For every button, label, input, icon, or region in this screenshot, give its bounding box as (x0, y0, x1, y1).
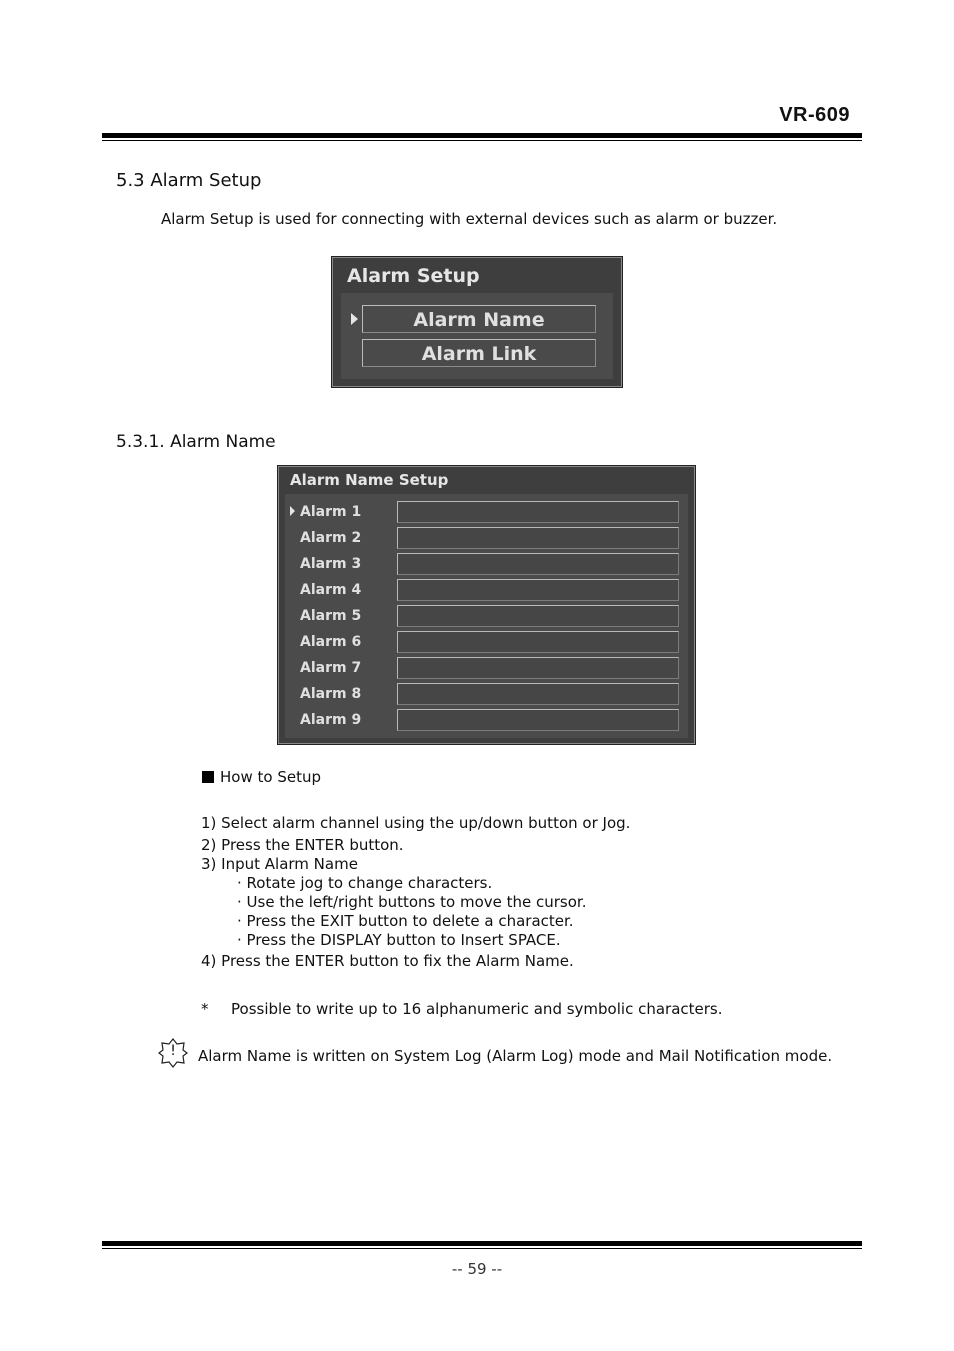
note-text: Possible to write up to 16 alphanumeric and symbolic characters. (231, 1000, 723, 1018)
alarm-label: Alarm 7 (300, 660, 362, 676)
alarm-label: Alarm 4 (300, 582, 362, 598)
alarm-row-7[interactable] (285, 657, 688, 679)
alarm-name-input-8[interactable] (397, 683, 679, 705)
alarm-label: Alarm 2 (300, 530, 362, 546)
alarm-setup-title: Alarm Setup (347, 265, 480, 287)
sub-step-text: · Use the left/right buttons to move the cursor. (237, 893, 587, 911)
caution-symbol: ! (170, 1043, 176, 1059)
square-bullet-icon (202, 771, 214, 783)
alarm-name-input-9[interactable] (397, 709, 679, 731)
caution-text: Alarm Name is written on System Log (Alarm Log) mode and Mail Notification mode. (198, 1047, 833, 1065)
sub-step-text: · Press the DISPLAY button to Insert SPACE. (237, 931, 561, 949)
section-title: 5.3 Alarm Setup (116, 170, 262, 191)
alarm-label: Alarm 3 (300, 556, 362, 572)
footer-rule (102, 1241, 862, 1246)
alarm-row-3[interactable] (285, 553, 688, 575)
sub-step-text: · Press the EXIT button to delete a character. (237, 912, 574, 930)
alarm-name-input-6[interactable] (397, 631, 679, 653)
step-text: 1) Select alarm channel using the up/down button or Jog. (201, 814, 631, 832)
alarm-name-button[interactable]: Alarm Name (362, 305, 596, 333)
step-text: 3) Input Alarm Name (201, 855, 358, 873)
alarm-name-input-7[interactable] (397, 657, 679, 679)
sub-steps (201, 874, 630, 950)
alarm-row-2[interactable] (285, 527, 688, 549)
selection-cursor-icon (351, 313, 358, 325)
alarm-name-list (285, 494, 688, 738)
alarm-label: Alarm 9 (300, 712, 362, 728)
model-name: VR-609 (779, 104, 850, 126)
alarm-link-button[interactable]: Alarm Link (362, 339, 596, 367)
section-intro: Alarm Setup is used for connecting with external devices such as alarm or buzzer. (161, 210, 778, 228)
alarm-name-setup-title: Alarm Name Setup (290, 471, 449, 489)
step-text: 4) Press the ENTER button to fix the Alarm Name. (201, 952, 574, 970)
alarm-label: Alarm 5 (300, 608, 362, 624)
header-rule-thin (102, 140, 862, 141)
note-mark: * (201, 1000, 209, 1018)
alarm-name-input-3[interactable] (397, 553, 679, 575)
alarm-row-6[interactable] (285, 631, 688, 653)
how-to-heading-text: How to Setup (220, 768, 321, 786)
subsection-title: 5.3.1. Alarm Name (116, 432, 276, 452)
alarm-row-9[interactable] (285, 709, 688, 731)
alarm-name-input-2[interactable] (397, 527, 679, 549)
alarm-name-setup-panel (277, 465, 696, 745)
caution-icon (158, 1038, 188, 1068)
alarm-setup-inner (341, 293, 613, 379)
alarm-row-8[interactable] (285, 683, 688, 705)
page-number: -- 59 -- (451, 1260, 503, 1278)
alarm-row-1[interactable] (285, 501, 688, 523)
header-rule (102, 133, 862, 138)
alarm-setup-panel (331, 256, 623, 388)
footer-rule-thin (102, 1248, 862, 1249)
alarm-label: Alarm 6 (300, 634, 362, 650)
how-to-steps (201, 813, 630, 972)
alarm-row-4[interactable] (285, 579, 688, 601)
step-text: 2) Press the ENTER button. (201, 836, 404, 854)
alarm-label: Alarm 1 (300, 504, 362, 520)
sub-step-text: · Rotate jog to change characters. (237, 874, 493, 892)
alarm-row-5[interactable] (285, 605, 688, 627)
selection-cursor-icon (290, 506, 295, 516)
how-to-heading (202, 768, 321, 786)
alarm-name-input-1[interactable] (397, 501, 679, 523)
alarm-label: Alarm 8 (300, 686, 362, 702)
alarm-name-input-5[interactable] (397, 605, 679, 627)
alarm-name-input-4[interactable] (397, 579, 679, 601)
